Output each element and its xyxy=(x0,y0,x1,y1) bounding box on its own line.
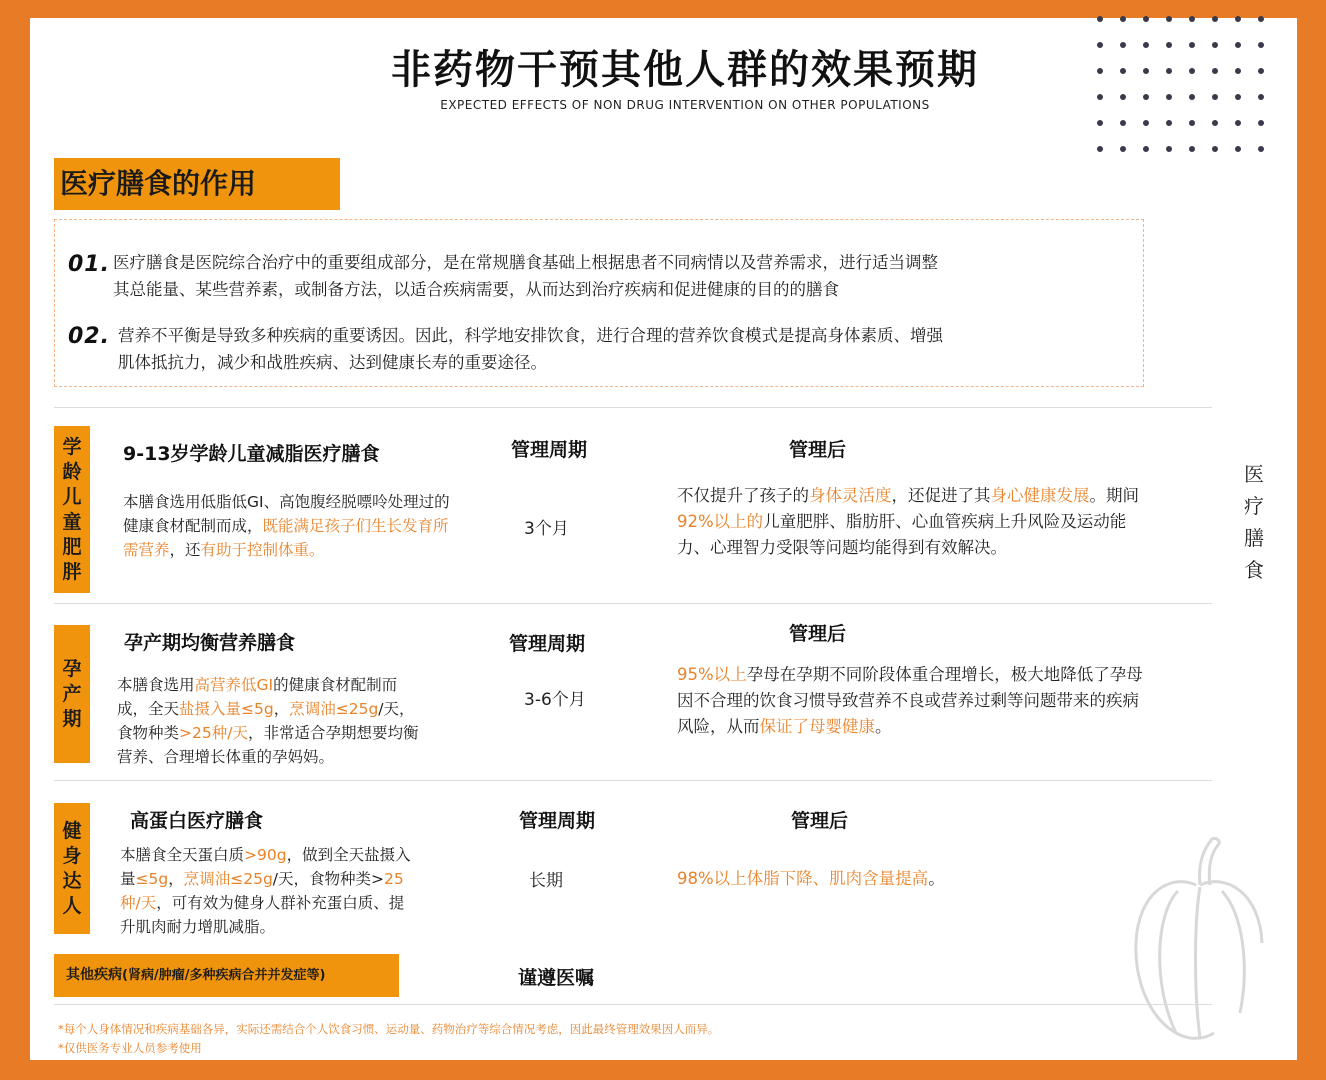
desc-text: ， xyxy=(273,700,290,718)
desc-text: 食物种类 xyxy=(117,724,180,742)
desc-text: 升肌肉耐力增肌减脂。 xyxy=(120,918,276,936)
after-highlight: 98%以上体脂下降、肌肉含量提高 xyxy=(677,869,929,888)
after-header: 管理后 xyxy=(789,623,847,645)
after-highlight: 95%以上 xyxy=(677,665,747,684)
desc-highlight: 盐摄入量≤5g xyxy=(179,700,274,718)
intro-number-1: 01. xyxy=(68,252,110,277)
after-text: 力、心理智力受限等问题均能得到有效解决。 xyxy=(677,538,1007,557)
footnote-1: *每个人身体情况和疾病基础各异，实际还需结合个人饮食习惯、运动量、药物治疗等综合情况考虑，因此最终管理效果因人而异。 xyxy=(58,1022,720,1036)
desc-highlight: 有助于控制体重。 xyxy=(200,541,325,559)
after-text: ，还促进了其 xyxy=(891,486,991,505)
tag-school-children xyxy=(54,426,90,593)
intro-text-2-line2: 肌体抵抗力，减少和战胜疾病、达到健康长寿的重要途径。 xyxy=(118,353,547,372)
after-text: 因不合理的饮食习惯导致营养不良或营养过剩等问题带来的疾病 xyxy=(677,691,1139,710)
tag-char: 期 xyxy=(62,707,82,730)
desc-text: 本膳食全天蛋白质 xyxy=(120,846,245,864)
intro-text-1-line2: 其总能量、某些营养素，或制备方法，以适合疾病需要，从而达到治疗疾病和促进健康的目的的膳食 xyxy=(113,280,839,299)
desc-text: ，可有效为健身人群补充蛋白质、提 xyxy=(156,894,405,912)
desc-text: ，还 xyxy=(169,541,201,559)
desc-text: ，做到全天盐摄入 xyxy=(286,846,411,864)
row-title-pregnancy: 孕产期均衡营养膳食 xyxy=(124,632,296,654)
desc-text: 量 xyxy=(120,870,136,888)
desc-text: ，非常适合孕期想要均衡 xyxy=(247,724,419,742)
side-label-char: 膳 xyxy=(1244,526,1264,550)
intro-text-1 xyxy=(113,249,1073,303)
row-desc-fitness xyxy=(120,843,450,939)
tag-char: 人 xyxy=(62,894,82,917)
desc-text: 的健康食材配制而 xyxy=(273,676,398,694)
intro-text-2-line1: 营养不平衡是导致多种疾病的重要诱因。因此，科学地安排饮食，进行合理的营养饮食模式是提高身体素质、增强 xyxy=(118,326,943,345)
tag-char: 学 xyxy=(62,435,82,458)
after-highlight: 保证了母婴健康 xyxy=(759,717,875,736)
divider xyxy=(54,1004,1212,1005)
desc-highlight: >90g xyxy=(244,846,287,864)
after-text-children xyxy=(677,483,1197,561)
tag-char: 童 xyxy=(62,510,82,533)
period-header: 管理周期 xyxy=(511,439,588,461)
tag-char: 达 xyxy=(62,869,82,892)
tag-char: 健 xyxy=(62,819,82,842)
after-text: 不仅提升了孩子的 xyxy=(677,486,809,505)
row-desc-children xyxy=(123,490,483,562)
other-label: 其他疾病 xyxy=(66,967,122,983)
period-value-fitness: 长期 xyxy=(529,871,563,891)
desc-highlight: 种/天 xyxy=(120,894,157,912)
side-label-char: 疗 xyxy=(1244,494,1264,518)
desc-highlight: 烹调油≤25g xyxy=(183,870,273,888)
after-text: 儿童肥胖、脂肪肝、心血管疾病上升风险及运动能 xyxy=(763,512,1127,531)
after-text: 。 xyxy=(875,717,892,736)
row-title-children: 9-13岁学龄儿童减脂医疗膳食 xyxy=(123,443,380,465)
after-text: 。期间 xyxy=(1089,486,1139,505)
desc-text: 营养、合理增长体重的孕妈妈。 xyxy=(117,748,335,766)
follow-doctor-advice: 谨遵医嘱 xyxy=(518,967,595,989)
period-header: 管理周期 xyxy=(519,810,596,832)
after-text: 风险，从而 xyxy=(677,717,760,736)
footnote-2: *仅供医务专业人员参考使用 xyxy=(58,1041,202,1055)
page-title: 非药物干预其他人群的效果预期 xyxy=(391,47,979,93)
period-value-pregnancy: 3-6个月 xyxy=(524,690,586,710)
desc-text: 本膳食选用 xyxy=(117,676,195,694)
side-label-char: 医 xyxy=(1244,462,1264,486)
desc-highlight: 烹调油≤25g xyxy=(289,700,379,718)
desc-highlight: 25 xyxy=(384,870,404,888)
desc-highlight: 高营养低GI xyxy=(194,676,274,694)
tag-other-diseases xyxy=(54,954,399,997)
tag-char: 儿 xyxy=(62,485,82,508)
after-text-fitness xyxy=(677,866,1077,892)
intro-text-1-line1: 医疗膳食是医院综合治疗中的重要组成部分，是在常规膳食基础上根据患者不同病情以及营养需求，进行适当调整 xyxy=(113,253,938,272)
intro-text-2 xyxy=(118,322,1078,376)
tag-pregnancy xyxy=(54,625,90,763)
desc-highlight: 既能满足孩子们生长发育所 xyxy=(262,517,449,535)
desc-text: /天， xyxy=(378,700,415,718)
after-highlight: 身体灵活度 xyxy=(809,486,892,505)
tag-char: 孕 xyxy=(62,657,82,680)
after-text: 孕母在孕期不同阶段体重合理增长，极大地降低了孕母 xyxy=(746,665,1143,684)
period-value-children: 3个月 xyxy=(524,519,569,539)
after-header: 管理后 xyxy=(791,810,849,832)
desc-highlight: ≤5g xyxy=(135,870,169,888)
desc-text: 健康食材配制而成， xyxy=(123,517,263,535)
desc-text: ， xyxy=(168,870,184,888)
desc-highlight: >25种/天 xyxy=(179,724,248,742)
divider xyxy=(54,603,1212,604)
tag-fitness xyxy=(54,803,90,934)
after-highlight: 身心健康发展 xyxy=(990,486,1090,505)
section-title: 医疗膳食的作用 xyxy=(54,158,340,210)
pumpkin-icon xyxy=(1130,833,1266,1048)
tag-char: 身 xyxy=(62,844,82,867)
period-header: 管理周期 xyxy=(509,633,586,655)
desc-text: 本膳食选用低脂低GI、高饱腹经脱嘌呤处理过的 xyxy=(123,493,450,511)
desc-highlight: 需营养 xyxy=(123,541,170,559)
tag-char: 龄 xyxy=(62,460,82,483)
page-subtitle: EXPECTED EFFECTS OF NON DRUG INTERVENTION ON OTHER POPULATIONS xyxy=(440,98,930,112)
side-label-medical-diet xyxy=(1240,458,1268,586)
side-label-char: 食 xyxy=(1244,558,1264,582)
desc-text: /天，食物种类> xyxy=(272,870,385,888)
row-desc-pregnancy xyxy=(117,673,457,769)
after-text: 。 xyxy=(928,869,945,888)
divider xyxy=(54,407,1212,408)
tag-char: 胖 xyxy=(62,560,82,583)
after-text-pregnancy xyxy=(677,662,1197,740)
row-title-fitness: 高蛋白医疗膳食 xyxy=(130,810,264,832)
desc-text: 成，全天 xyxy=(117,700,180,718)
after-highlight: 92%以上的 xyxy=(677,512,764,531)
tag-char: 产 xyxy=(62,682,82,705)
divider xyxy=(54,780,1212,781)
intro-number-2: 02. xyxy=(68,324,110,349)
other-paren: (肾病/肿瘤/多种疾病合并并发症等) xyxy=(122,968,326,983)
after-header: 管理后 xyxy=(789,439,847,461)
tag-char: 肥 xyxy=(62,535,82,558)
